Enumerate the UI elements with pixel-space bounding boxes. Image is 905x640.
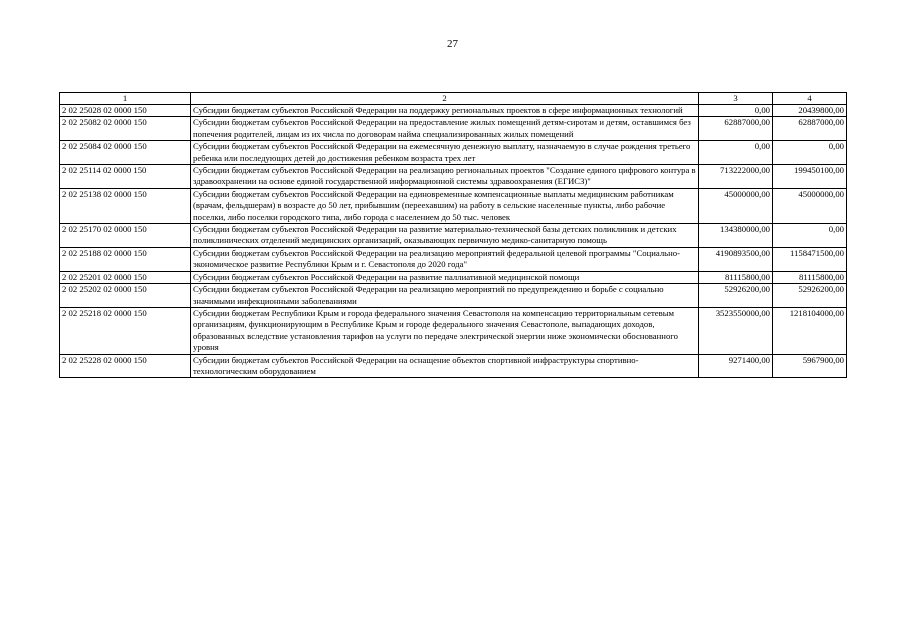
amount-column-3: 62887000,00 [699,117,773,141]
table-row [60,307,847,354]
page-number: 27 [447,38,458,50]
amount-column-4: 20439800,00 [773,105,847,117]
amount-column-3: 81115800,00 [699,271,773,283]
amount-column-4: 0,00 [773,224,847,248]
subsidy-description: Субсидии бюджетам субъектов Российской Федерации на поддержку региональных проектов в сфере информационных технологий [191,105,699,117]
amount-column-4: 5967900,00 [773,354,847,378]
column-header-2: 2 [191,93,699,105]
budget-code: 2 02 25082 02 0000 150 [60,117,191,141]
table-row [60,141,847,165]
table-row [60,354,847,378]
budget-code: 2 02 25084 02 0000 150 [60,141,191,165]
budget-code: 2 02 25170 02 0000 150 [60,224,191,248]
amount-column-3: 4190893500,00 [699,247,773,271]
amount-column-3: 0,00 [699,105,773,117]
amount-column-4: 45000000,00 [773,188,847,223]
budget-code: 2 02 25202 02 0000 150 [60,284,191,308]
amount-column-3: 0,00 [699,141,773,165]
budget-code: 2 02 25201 02 0000 150 [60,271,191,283]
amount-column-4: 199450100,00 [773,165,847,189]
amount-column-4: 0,00 [773,141,847,165]
amount-column-4: 1158471500,00 [773,247,847,271]
table-header-row [60,93,847,105]
amount-column-4: 52926200,00 [773,284,847,308]
subsidy-description: Субсидии бюджетам субъектов Российской Федерации на оснащение объектов спортивной инфраструктуры спортивно-технологическим оборудованием [191,354,699,378]
subsidy-description: Субсидии бюджетам субъектов Российской Федерации на предоставление жилых помещений детям-сиротам и детям, оставшимся без попечения родителей, лицам из их числа по договорам найма специализированных жилых помещений [191,117,699,141]
table-row [60,247,847,271]
amount-column-3: 9271400,00 [699,354,773,378]
amount-column-4: 1218104000,00 [773,307,847,354]
subsidy-description: Субсидии бюджетам субъектов Российской Федерации на реализацию мероприятий федеральной целевой программы "Социально-экономическое развитие Республики Крым и г. Севастополя до 2020 года" [191,247,699,271]
budget-code: 2 02 25228 02 0000 150 [60,354,191,378]
budget-code: 2 02 25138 02 0000 150 [60,188,191,223]
table-row [60,284,847,308]
amount-column-4: 81115800,00 [773,271,847,283]
column-header-3: 3 [699,93,773,105]
subsidy-description: Субсидии бюджетам субъектов Российской Федерации на развитие паллиативной медицинской помощи [191,271,699,283]
table-row [60,117,847,141]
subsidy-description: Субсидии бюджетам субъектов Российской Федерации на единовременные компенсационные выплаты медицинским работникам (врачам, фельдшерам) в возрасте до 50 лет, прибывшим (переехавшим) на работу в сельские населенные пункты, либо рабочие поселки, либо поселки городского типа, либо города с населением до 50 тыс. человек [191,188,699,223]
budget-code: 2 02 25114 02 0000 150 [60,165,191,189]
budget-code: 2 02 25028 02 0000 150 [60,105,191,117]
amount-column-3: 52926200,00 [699,284,773,308]
column-header-1: 1 [60,93,191,105]
subsidy-description: Субсидии бюджетам субъектов Российской Федерации на реализацию мероприятий по предупреждению и борьбе с социально значимыми инфекционными заболеваниями [191,284,699,308]
table-row [60,165,847,189]
table-row [60,188,847,223]
amount-column-3: 713222000,00 [699,165,773,189]
subsidy-description: Субсидии бюджетам Республики Крым и города федерального значения Севастополя на компенсацию территориальным сетевым организациям, функционирующим в Республике Крым и городе федерального значения Севастополе, выпадающих доходов, образованных вследствие установления тарифов на услуги по передаче электрической энергии ниже экономически обоснованного уровня [191,307,699,354]
subsidy-description: Субсидии бюджетам субъектов Российской Федерации на ежемесячную денежную выплату, назначаемую в случае рождения третьего ребенка или последующих детей до достижения ребенком возраста трех лет [191,141,699,165]
table-row [60,271,847,283]
budget-table [59,92,847,378]
budget-code: 2 02 25188 02 0000 150 [60,247,191,271]
amount-column-3: 45000000,00 [699,188,773,223]
column-header-4: 4 [773,93,847,105]
subsidy-description: Субсидии бюджетам субъектов Российской Федерации на развитие материально-технической базы детских поликлиник и детских поликлинических отделений медицинских организаций, оказывающих первичную медико-санитарную помощь [191,224,699,248]
amount-column-4: 62887000,00 [773,117,847,141]
table-row [60,105,847,117]
amount-column-3: 3523550000,00 [699,307,773,354]
table-row [60,224,847,248]
amount-column-3: 134380000,00 [699,224,773,248]
budget-code: 2 02 25218 02 0000 150 [60,307,191,354]
subsidy-description: Субсидии бюджетам субъектов Российской Федерации на реализацию региональных проектов "Создание единого цифрового контура в здравоохранении на основе единой государственной информационной системы здравоохранения (ЕГИСЗ)" [191,165,699,189]
